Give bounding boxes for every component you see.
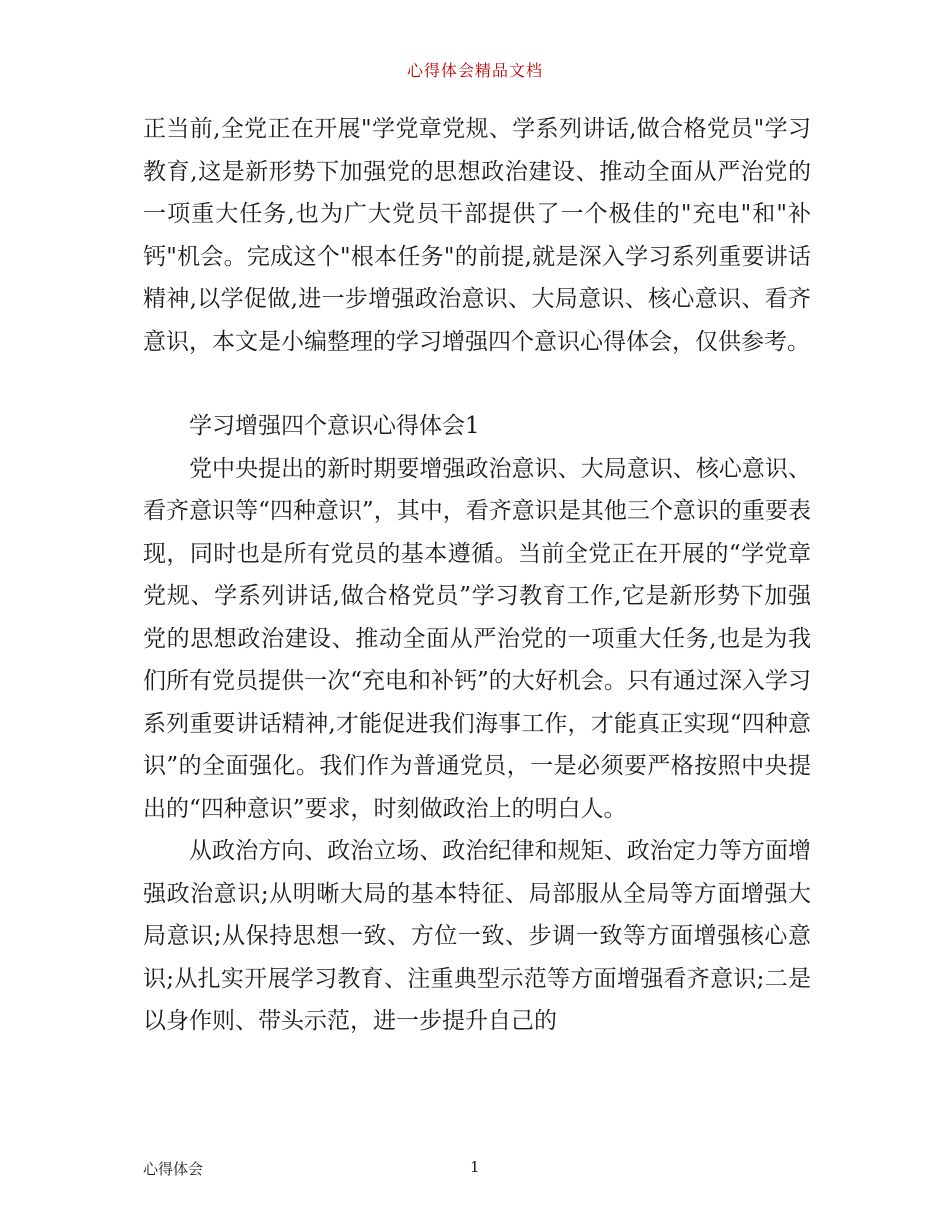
document-body (143, 108, 811, 1043)
footer-label: 心得体会 (143, 1160, 204, 1178)
section-heading: 学习增强四个意识心得体会1 (189, 413, 480, 439)
intro-paragraph: 正当前,全党正在开展"学党章党规、学系列讲话,做合格党员"学习教育,这是新形势下加强党的思想政治建设、推动全面从严治党的一项重大任务,也为广大党员干部提供了一个极佳的"充电"和"补钙"机会。完成这个"根本任务"的前提,就是深入学习系列重要讲话精神,以学促做,进一步增强政治意识、大局意识、核心意识、看齐意识，本文是小编整理的学习增强四个意识心得体会，仅供参考。 (143, 116, 811, 355)
body-paragraph-2: 从政治方向、政治立场、政治纪律和规矩、政治定力等方面增强政治意识;从明晰大局的基本特征、局部服从全局等方面增强大局意识;从保持思想一致、方位一致、步调一致等方面增强核心意识;从扎实开展学习教育、注重典型示范等方面增强看齐意识;二是以身作则、带头示范，进一步提升自己的 (143, 838, 811, 1034)
body-paragraph-1: 党中央提出的新时期要增强政治意识、大局意识、核心意识、看齐意识等“四种意识”，其中，看齐意识是其他三个意识的重要表现，同时也是所有党员的基本遵循。当前全党正在开展的“学党章党规、学系列讲话,做合格党员”学习教育工作,它是新形势下加强党的思想政治建设、推动全面从严治党的一项重大任务,也是为我们所有党员提供一次“充电和补钙”的大好机会。只有通过深入学习系列重要讲话精神,才能促进我们海事工作，才能真正实现“四种意识”的全面强化。我们作为普通党员，一是必须要严格按照中央提出的“四种意识”要求，时刻做政治上的明白人。 (143, 455, 811, 822)
header-title: 心得体会精品文档 (406, 61, 543, 80)
page-number: 1 (470, 1158, 480, 1176)
